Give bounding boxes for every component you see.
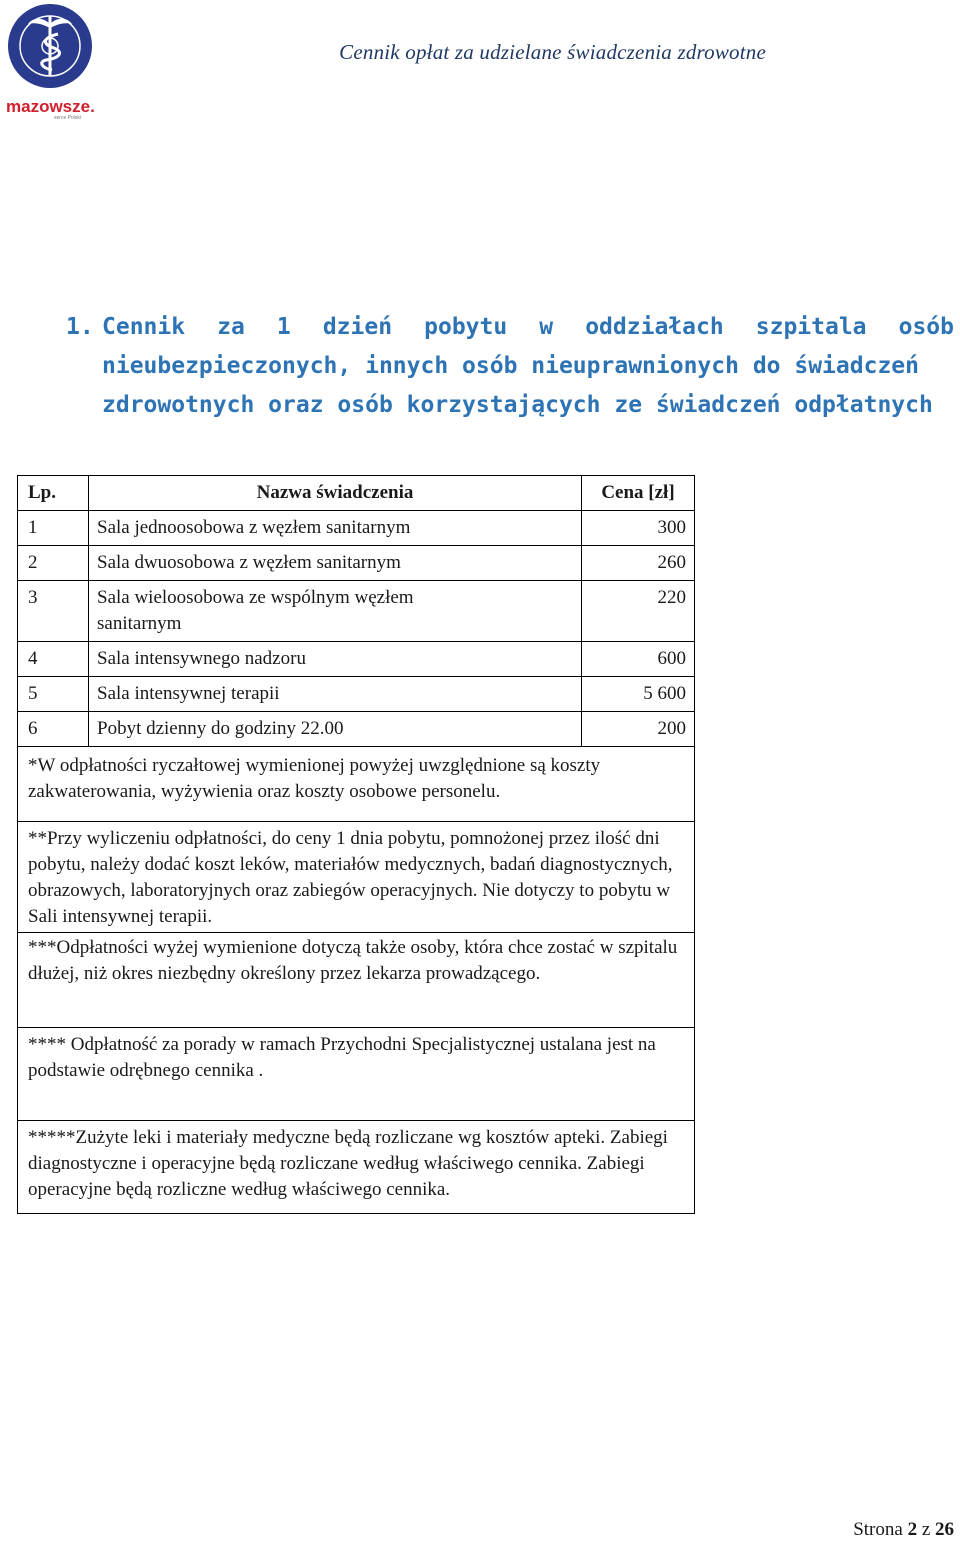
svg-text:serce Polski: serce Polski (54, 115, 81, 120)
row-price: 600 (582, 642, 695, 677)
row-name: Sala intensywnej terapii (89, 677, 582, 712)
heading-line-3: zdrowotnych oraz osób korzystających ze świadczeń odpłatnych (102, 392, 933, 418)
row-price: 300 (582, 511, 695, 546)
note-2 (18, 822, 695, 933)
row-lp: 3 (18, 581, 89, 642)
row-price: 260 (582, 546, 695, 581)
row-price: 5 600 (582, 677, 695, 712)
note-4 (18, 1028, 695, 1121)
logo-emblem-icon (2, 2, 98, 120)
section-number: 1. (66, 314, 94, 340)
heading-line-1 (66, 308, 954, 347)
note-2-text: **Przy wyliczeniu odpłatności, do ceny 1 dnia pobytu, pomnożonej przez ilość dni pobytu, należy dodać koszt leków, materiałów medycznych, badań diagnostycznych, obrazowych, laboratoryjnych oraz zabiegów operacyjnych. Nie dotyczy to pobytu w Sali intensywnej terapii. (28, 828, 673, 927)
note-row (18, 933, 695, 1028)
row-lp: 4 (18, 642, 89, 677)
note-5 (18, 1121, 695, 1214)
heading-text-1: Cennik za 1 dzień pobytu w oddziałach szpitala osób (102, 314, 954, 340)
document-header-title: Cennik opłat za udzielane świadczenia zdrowotne (339, 40, 766, 64)
page-number (853, 1519, 954, 1541)
heading-line-2: nieubezpieczonych, innych osób nieuprawnionych do świadczeń (102, 353, 919, 379)
note-3-text: ***Odpłatności wyżej wymienione dotyczą także osoby, która chce zostać w szpitalu dłużej, niż okres niezbędny określony przez lekarza prowadzącego. (28, 937, 678, 984)
note-1-text: *W odpłatności ryczałtowej wymienionej powyżej uwzględnione są koszty zakwaterowania, wyżywienia oraz koszty osobowe personelu. (28, 755, 601, 802)
table-row (18, 546, 695, 581)
page-current: 2 (907, 1519, 918, 1540)
row-lp: 6 (18, 712, 89, 747)
table-row (18, 511, 695, 546)
note-row (18, 822, 695, 933)
row-name: Sala dwuosobowa z węzłem sanitarnym (89, 546, 582, 581)
header-lp: Lp. (18, 476, 89, 511)
hospital-logo (2, 2, 98, 120)
price-table (17, 475, 695, 1214)
note-3 (18, 933, 695, 1028)
note-1 (18, 747, 695, 822)
logo-brand-wordmark (6, 97, 95, 120)
row-lp: 1 (18, 511, 89, 546)
note-row (18, 1028, 695, 1121)
table-row (18, 677, 695, 712)
section-heading (66, 308, 954, 425)
page-separator: z (921, 1519, 931, 1540)
table-row (18, 712, 695, 747)
svg-text:mazowsze.: mazowsze. (6, 97, 95, 116)
table-row (18, 581, 695, 642)
table-header-row (18, 476, 695, 511)
row-price: 220 (582, 581, 695, 642)
row-price: 200 (582, 712, 695, 747)
page-total: 26 (935, 1519, 954, 1540)
row-name: Sala jednoosobowa z węzłem sanitarnym (89, 511, 582, 546)
note-row (18, 747, 695, 822)
row-name: Sala intensywnego nadzoru (89, 642, 582, 677)
note-5-text: *****Zużyte leki i materiały medyczne będą rozliczane wg kosztów apteki. Zabiegi diagnostyczne i operacyjne będą rozliczane według właściwego cennika. Zabiegi operacyjne będą rozliczne według właściwego cennika. (28, 1127, 668, 1200)
header-name: Nazwa świadczenia (89, 476, 582, 511)
row-name: Sala wieloosobowa ze wspólnym węzłem sanitarnym (89, 581, 582, 642)
page-label: Strona (853, 1519, 903, 1540)
header-price: Cena [zł] (582, 476, 695, 511)
table-row (18, 642, 695, 677)
note-row (18, 1121, 695, 1214)
row-lp: 2 (18, 546, 89, 581)
note-4-text: **** Odpłatność za porady w ramach Przychodni Specjalistycznej ustalana jest na podstawie odrębnego cennika . (28, 1034, 656, 1081)
row-lp: 5 (18, 677, 89, 712)
row-name: Pobyt dzienny do godziny 22.00 (89, 712, 582, 747)
